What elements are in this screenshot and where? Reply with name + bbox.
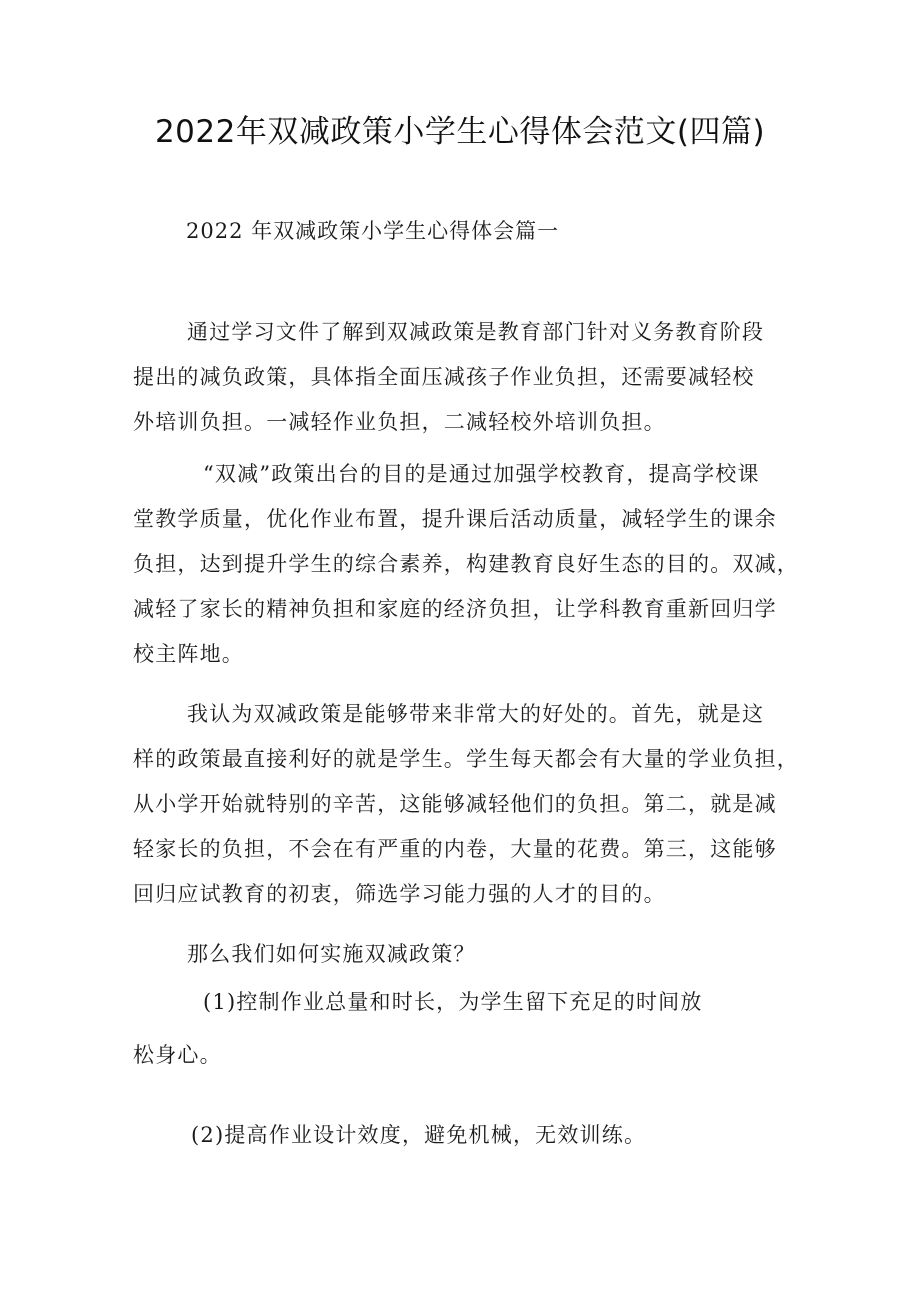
section-heading: 2022 年双减政策小学生心得体会篇一	[186, 219, 560, 243]
paragraph-1	[133, 310, 805, 445]
paragraph-line: 样的政策最直接利好的就是学生。学生每天都会有大量的学业负担，	[133, 747, 799, 771]
paragraph-6	[133, 1113, 805, 1158]
paragraph-line: 负担，达到提升学生的综合素养，构建教育良好生态的目的。双减，	[133, 552, 799, 576]
paragraph-line: (1)控制作业总量和时长，为学生留下充足的时间放	[203, 990, 703, 1014]
paragraph-line: “双减”政策出台的目的是通过加强学校教育，提高学校课	[203, 462, 760, 486]
paragraph-line: 提出的减负政策，具体指全面压减孩子作业负担，还需要减轻校	[133, 365, 755, 389]
paragraph-line: 减轻了家长的精神负担和家庭的经济负担，让学科教育重新回归学	[133, 597, 777, 621]
paragraph-line: 通过学习文件了解到双减政策是教育部门针对义务教育阶段	[187, 320, 765, 344]
paragraph-line: 我认为双减政策是能够带来非常大的好处的。首先，就是这	[187, 702, 765, 726]
paragraph-line: 外培训负担。一减轻作业负担，二减轻校外培训负担。	[133, 410, 666, 434]
paragraph-line: 松身心。	[133, 1043, 222, 1067]
paragraph-line: 校主阵地。	[133, 642, 244, 666]
paragraph-3	[133, 692, 805, 917]
document-title: 2022年双减政策小学生心得体会范文(四篇)	[154, 114, 766, 150]
paragraph-line: 轻家长的负担，不会在有严重的内卷，大量的花费。第三，这能够	[133, 837, 777, 861]
paragraph-line: 堂教学质量，优化作业布置，提升课后活动质量，减轻学生的课余	[133, 507, 777, 531]
paragraph-2	[133, 452, 805, 677]
paragraph-line: 那么我们如何实施双减政策？	[187, 942, 476, 966]
paragraph-line: 从小学开始就特别的辛苦，这能够减轻他们的负担。第二，就是减	[133, 792, 777, 816]
paragraph-5	[133, 980, 805, 1078]
paragraph-line: 回归应试教育的初衷，筛选学习能力强的人才的目的。	[133, 882, 666, 906]
paragraph-line: (2)提高作业设计效度，避免机械，无效训练。	[191, 1123, 647, 1147]
paragraph-4	[133, 932, 805, 977]
